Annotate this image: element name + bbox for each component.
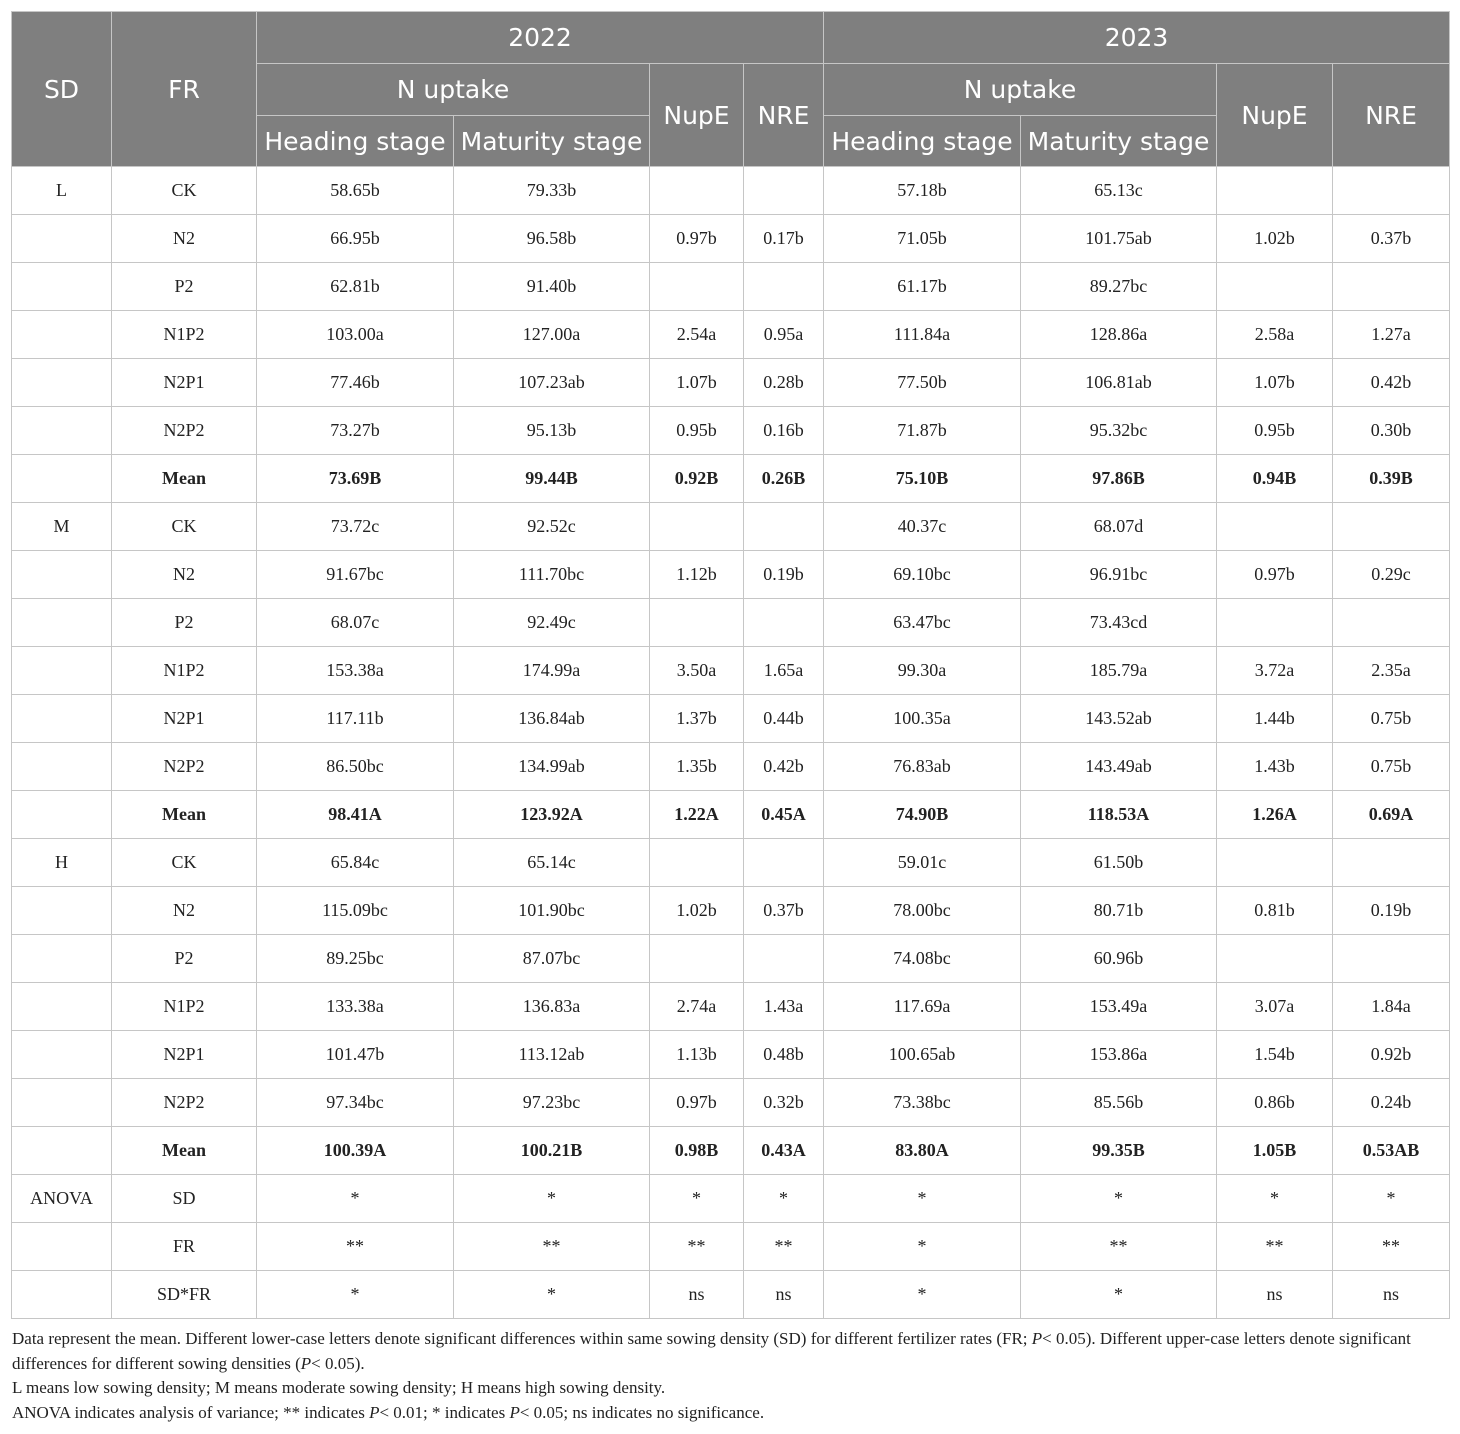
cell-value: 0.92B — [650, 455, 744, 503]
cell-value: 1.27a — [1333, 311, 1450, 359]
cell-value: 97.23bc — [454, 1079, 650, 1127]
cell-value: 0.19b — [744, 551, 824, 599]
cell-value: 106.81ab — [1021, 359, 1217, 407]
cell-value: 63.47bc — [824, 599, 1021, 647]
cell-sd: H — [12, 839, 112, 887]
cell-value: 71.87b — [824, 407, 1021, 455]
cell-value: 1.13b — [650, 1031, 744, 1079]
cell-sd: L — [12, 167, 112, 215]
cell-value: ns — [744, 1271, 824, 1319]
header-maturity-stage: Maturity stage — [1021, 116, 1217, 167]
cell-value: 115.09bc — [257, 887, 454, 935]
cell-fr: SD — [112, 1175, 257, 1223]
header-heading-stage: Heading stage — [824, 116, 1021, 167]
cell-fr: N2P1 — [112, 695, 257, 743]
cell-value: 73.27b — [257, 407, 454, 455]
cell-value: 66.95b — [257, 215, 454, 263]
cell-value: 73.69B — [257, 455, 454, 503]
cell-value: 133.38a — [257, 983, 454, 1031]
cell-value: 57.18b — [824, 167, 1021, 215]
cell-value: ** — [744, 1223, 824, 1271]
footnote-density-legend: L means low sowing density; M means moderate sowing density; H means high sowing density. — [12, 1378, 666, 1397]
cell-value: * — [454, 1271, 650, 1319]
table-row — [12, 359, 1450, 407]
table-row — [12, 1175, 1450, 1223]
cell-value — [1333, 935, 1450, 983]
cell-value: ** — [1333, 1223, 1450, 1271]
cell-sd — [12, 695, 112, 743]
cell-value: 0.98B — [650, 1127, 744, 1175]
cell-value: 134.99ab — [454, 743, 650, 791]
cell-value: 136.83a — [454, 983, 650, 1031]
cell-value: * — [454, 1175, 650, 1223]
cell-value: 69.10bc — [824, 551, 1021, 599]
cell-value: 185.79a — [1021, 647, 1217, 695]
cell-value: ** — [1021, 1223, 1217, 1271]
cell-value: 83.80A — [824, 1127, 1021, 1175]
header-year-2022: 2022 — [257, 12, 824, 64]
cell-value: 92.52c — [454, 503, 650, 551]
cell-value: 95.32bc — [1021, 407, 1217, 455]
cell-value: 1.43b — [1217, 743, 1333, 791]
cell-sd — [12, 1031, 112, 1079]
table-row — [12, 791, 1450, 839]
cell-value: 85.56b — [1021, 1079, 1217, 1127]
table-row — [12, 1079, 1450, 1127]
cell-sd — [12, 1223, 112, 1271]
cell-fr: FR — [112, 1223, 257, 1271]
cell-value: 0.92b — [1333, 1031, 1450, 1079]
cell-fr: N2P2 — [112, 407, 257, 455]
cell-value: * — [1217, 1175, 1333, 1223]
cell-value: 136.84ab — [454, 695, 650, 743]
cell-value: 68.07d — [1021, 503, 1217, 551]
cell-value: 2.58a — [1217, 311, 1333, 359]
cell-value — [1333, 503, 1450, 551]
cell-value: * — [824, 1271, 1021, 1319]
header-year-2023: 2023 — [824, 12, 1450, 64]
results-table — [11, 11, 1450, 1319]
cell-value: 0.16b — [744, 407, 824, 455]
cell-value: 1.12b — [650, 551, 744, 599]
cell-value: 1.43a — [744, 983, 824, 1031]
cell-value — [744, 839, 824, 887]
cell-sd — [12, 887, 112, 935]
cell-sd — [12, 263, 112, 311]
cell-sd — [12, 311, 112, 359]
cell-value — [744, 599, 824, 647]
cell-value: 2.74a — [650, 983, 744, 1031]
cell-sd: M — [12, 503, 112, 551]
table-container — [11, 11, 1449, 1319]
header-maturity-stage: Maturity stage — [454, 116, 650, 167]
cell-value: 86.50bc — [257, 743, 454, 791]
cell-value — [1217, 935, 1333, 983]
cell-value: 0.94B — [1217, 455, 1333, 503]
cell-value: 3.72a — [1217, 647, 1333, 695]
cell-value: * — [744, 1175, 824, 1223]
cell-fr: N2 — [112, 551, 257, 599]
cell-value: 101.75ab — [1021, 215, 1217, 263]
cell-value: 0.48b — [744, 1031, 824, 1079]
cell-value: 75.10B — [824, 455, 1021, 503]
cell-fr: Mean — [112, 455, 257, 503]
cell-sd — [12, 455, 112, 503]
cell-value: 111.84a — [824, 311, 1021, 359]
cell-sd — [12, 215, 112, 263]
cell-value: 78.00bc — [824, 887, 1021, 935]
cell-value: 1.02b — [1217, 215, 1333, 263]
cell-value: 153.49a — [1021, 983, 1217, 1031]
cell-fr: N2P1 — [112, 359, 257, 407]
cell-value: 97.34bc — [257, 1079, 454, 1127]
table-row — [12, 983, 1450, 1031]
cell-value: * — [1333, 1175, 1450, 1223]
cell-value: * — [824, 1223, 1021, 1271]
cell-fr: CK — [112, 503, 257, 551]
cell-value: 61.17b — [824, 263, 1021, 311]
cell-value: 0.69A — [1333, 791, 1450, 839]
cell-sd — [12, 407, 112, 455]
cell-value: 0.97b — [1217, 551, 1333, 599]
cell-value: 1.26A — [1217, 791, 1333, 839]
cell-value: 1.44b — [1217, 695, 1333, 743]
cell-value: 101.47b — [257, 1031, 454, 1079]
cell-value: 99.44B — [454, 455, 650, 503]
cell-value: 74.08bc — [824, 935, 1021, 983]
cell-value — [1333, 839, 1450, 887]
cell-value: 92.49c — [454, 599, 650, 647]
table-row — [12, 263, 1450, 311]
cell-value — [650, 935, 744, 983]
cell-fr: P2 — [112, 935, 257, 983]
cell-value: 1.02b — [650, 887, 744, 935]
table-row — [12, 1127, 1450, 1175]
cell-value — [650, 503, 744, 551]
table-row — [12, 935, 1450, 983]
footnote-significance: Data represent the mean. Different lower-case letters denote significant differences within same sowing density (SD) for different fertilizer rates (FR; P< 0.05). Different upper-case letters denote significant differences for different sowing densities (P< 0.05). — [12, 1329, 1411, 1373]
cell-value: 0.24b — [1333, 1079, 1450, 1127]
cell-fr: N2P1 — [112, 1031, 257, 1079]
table-row — [12, 887, 1450, 935]
cell-value: 0.95a — [744, 311, 824, 359]
cell-value: 0.81b — [1217, 887, 1333, 935]
cell-value: 91.40b — [454, 263, 650, 311]
cell-value: 0.75b — [1333, 695, 1450, 743]
table-row — [12, 1271, 1450, 1319]
table-footnotes — [12, 1327, 1452, 1425]
table-row — [12, 551, 1450, 599]
cell-value: 65.13c — [1021, 167, 1217, 215]
cell-value: 1.37b — [650, 695, 744, 743]
cell-fr: N1P2 — [112, 647, 257, 695]
header-nupe: NupE — [650, 64, 744, 167]
cell-value: 1.22A — [650, 791, 744, 839]
cell-value: 0.44b — [744, 695, 824, 743]
cell-value: 123.92A — [454, 791, 650, 839]
table-row — [12, 311, 1450, 359]
cell-value — [1217, 503, 1333, 551]
cell-sd — [12, 791, 112, 839]
cell-value: 0.75b — [1333, 743, 1450, 791]
cell-value: 117.11b — [257, 695, 454, 743]
cell-value — [744, 503, 824, 551]
cell-sd — [12, 599, 112, 647]
cell-value: 0.53AB — [1333, 1127, 1450, 1175]
cell-fr: Mean — [112, 791, 257, 839]
cell-value: ** — [1217, 1223, 1333, 1271]
header-n-uptake: N uptake — [824, 64, 1217, 116]
header-nre: NRE — [1333, 64, 1450, 167]
cell-value: 65.14c — [454, 839, 650, 887]
cell-value — [1217, 167, 1333, 215]
cell-fr: P2 — [112, 599, 257, 647]
table-row — [12, 743, 1450, 791]
cell-value: 65.84c — [257, 839, 454, 887]
cell-value: 59.01c — [824, 839, 1021, 887]
cell-value: 103.00a — [257, 311, 454, 359]
header-fr: FR — [112, 12, 257, 167]
cell-fr: N2 — [112, 215, 257, 263]
cell-value: 1.65a — [744, 647, 824, 695]
cell-value: 96.58b — [454, 215, 650, 263]
cell-value: 2.35a — [1333, 647, 1450, 695]
cell-value — [650, 167, 744, 215]
cell-value: 73.38bc — [824, 1079, 1021, 1127]
cell-sd — [12, 1079, 112, 1127]
cell-value: 73.72c — [257, 503, 454, 551]
cell-value: 0.39B — [1333, 455, 1450, 503]
cell-value: 79.33b — [454, 167, 650, 215]
cell-fr: SD*FR — [112, 1271, 257, 1319]
cell-value — [1217, 839, 1333, 887]
cell-sd — [12, 935, 112, 983]
cell-value: 2.54a — [650, 311, 744, 359]
cell-value: 153.86a — [1021, 1031, 1217, 1079]
cell-value: 1.54b — [1217, 1031, 1333, 1079]
cell-value: 0.32b — [744, 1079, 824, 1127]
cell-value: 0.19b — [1333, 887, 1450, 935]
cell-value: * — [650, 1175, 744, 1223]
cell-value: 1.07b — [650, 359, 744, 407]
table-body — [12, 167, 1450, 1319]
cell-value: 40.37c — [824, 503, 1021, 551]
cell-value: 91.67bc — [257, 551, 454, 599]
cell-value: 98.41A — [257, 791, 454, 839]
cell-value: 113.12ab — [454, 1031, 650, 1079]
cell-value: 0.43A — [744, 1127, 824, 1175]
header-n-uptake: N uptake — [257, 64, 650, 116]
cell-fr: N2P2 — [112, 743, 257, 791]
cell-value: 71.05b — [824, 215, 1021, 263]
cell-value: 73.43cd — [1021, 599, 1217, 647]
cell-value: * — [1021, 1175, 1217, 1223]
cell-sd — [12, 983, 112, 1031]
cell-value — [1333, 263, 1450, 311]
cell-value — [650, 263, 744, 311]
cell-fr: CK — [112, 167, 257, 215]
cell-value: 128.86a — [1021, 311, 1217, 359]
cell-value — [650, 599, 744, 647]
cell-sd — [12, 647, 112, 695]
cell-value: 62.81b — [257, 263, 454, 311]
cell-value: 101.90bc — [454, 887, 650, 935]
header-sd: SD — [12, 12, 112, 167]
cell-fr: N1P2 — [112, 311, 257, 359]
cell-value: 89.25bc — [257, 935, 454, 983]
cell-value: 100.35a — [824, 695, 1021, 743]
cell-sd: ANOVA — [12, 1175, 112, 1223]
table-row — [12, 839, 1450, 887]
cell-value: 0.37b — [1333, 215, 1450, 263]
cell-value: 0.29c — [1333, 551, 1450, 599]
table-row — [12, 215, 1450, 263]
cell-value — [744, 167, 824, 215]
cell-value: 3.50a — [650, 647, 744, 695]
cell-value — [1333, 599, 1450, 647]
cell-value: 100.65ab — [824, 1031, 1021, 1079]
header-nupe: NupE — [1217, 64, 1333, 167]
table-row — [12, 167, 1450, 215]
cell-value: ** — [650, 1223, 744, 1271]
cell-value: 0.97b — [650, 215, 744, 263]
cell-value: 74.90B — [824, 791, 1021, 839]
cell-value: 97.86B — [1021, 455, 1217, 503]
cell-value: 77.46b — [257, 359, 454, 407]
cell-value: 0.95b — [650, 407, 744, 455]
cell-sd — [12, 743, 112, 791]
table-row — [12, 1223, 1450, 1271]
cell-value: 99.35B — [1021, 1127, 1217, 1175]
header-heading-stage: Heading stage — [257, 116, 454, 167]
cell-value: 1.05B — [1217, 1127, 1333, 1175]
cell-value: ns — [1333, 1271, 1450, 1319]
cell-value: * — [257, 1175, 454, 1223]
cell-value: 143.49ab — [1021, 743, 1217, 791]
cell-value: 0.95b — [1217, 407, 1333, 455]
cell-value: 0.45A — [744, 791, 824, 839]
cell-value — [1217, 599, 1333, 647]
cell-value: 0.28b — [744, 359, 824, 407]
header-nre: NRE — [744, 64, 824, 167]
cell-value: 0.97b — [650, 1079, 744, 1127]
cell-value — [1333, 167, 1450, 215]
cell-value: 153.38a — [257, 647, 454, 695]
cell-sd — [12, 1127, 112, 1175]
cell-value: 76.83ab — [824, 743, 1021, 791]
cell-value: 68.07c — [257, 599, 454, 647]
cell-value — [650, 839, 744, 887]
cell-value: 0.37b — [744, 887, 824, 935]
cell-fr: P2 — [112, 263, 257, 311]
cell-value: 0.26B — [744, 455, 824, 503]
cell-value: 0.42b — [744, 743, 824, 791]
cell-value: * — [824, 1175, 1021, 1223]
cell-value: 0.30b — [1333, 407, 1450, 455]
cell-value: 143.52ab — [1021, 695, 1217, 743]
cell-value: ** — [257, 1223, 454, 1271]
cell-value: 95.13b — [454, 407, 650, 455]
cell-fr: Mean — [112, 1127, 257, 1175]
cell-value: 61.50b — [1021, 839, 1217, 887]
cell-value: ** — [454, 1223, 650, 1271]
footnote-anova: ANOVA indicates analysis of variance; ** indicates P< 0.01; * indicates P< 0.05; ns indicates no significance. — [12, 1402, 765, 1422]
cell-value: 1.84a — [1333, 983, 1450, 1031]
cell-value: 118.53A — [1021, 791, 1217, 839]
table-row — [12, 1031, 1450, 1079]
cell-value: 1.35b — [650, 743, 744, 791]
cell-value: 60.96b — [1021, 935, 1217, 983]
cell-value: 80.71b — [1021, 887, 1217, 935]
cell-value: * — [257, 1271, 454, 1319]
cell-value: 77.50b — [824, 359, 1021, 407]
cell-value: * — [1021, 1271, 1217, 1319]
cell-value — [744, 935, 824, 983]
cell-value: 0.17b — [744, 215, 824, 263]
cell-value: 96.91bc — [1021, 551, 1217, 599]
cell-sd — [12, 359, 112, 407]
cell-value: 127.00a — [454, 311, 650, 359]
cell-value — [744, 263, 824, 311]
cell-value: 100.39A — [257, 1127, 454, 1175]
cell-value: 3.07a — [1217, 983, 1333, 1031]
table-row — [12, 407, 1450, 455]
cell-fr: CK — [112, 839, 257, 887]
cell-fr: N2 — [112, 887, 257, 935]
cell-value: ns — [1217, 1271, 1333, 1319]
cell-value — [1217, 263, 1333, 311]
cell-value: 1.07b — [1217, 359, 1333, 407]
cell-fr: N2P2 — [112, 1079, 257, 1127]
cell-value: 0.86b — [1217, 1079, 1333, 1127]
cell-value: 87.07bc — [454, 935, 650, 983]
cell-sd — [12, 551, 112, 599]
cell-value: 174.99a — [454, 647, 650, 695]
table-header — [12, 12, 1450, 167]
table-row — [12, 455, 1450, 503]
table-row — [12, 599, 1450, 647]
table-row — [12, 647, 1450, 695]
table-row — [12, 695, 1450, 743]
cell-value: 89.27bc — [1021, 263, 1217, 311]
cell-value: 117.69a — [824, 983, 1021, 1031]
cell-value: ns — [650, 1271, 744, 1319]
cell-value: 111.70bc — [454, 551, 650, 599]
cell-sd — [12, 1271, 112, 1319]
cell-value: 58.65b — [257, 167, 454, 215]
cell-value: 100.21B — [454, 1127, 650, 1175]
cell-value: 99.30a — [824, 647, 1021, 695]
cell-value: 0.42b — [1333, 359, 1450, 407]
cell-value: 107.23ab — [454, 359, 650, 407]
cell-fr: N1P2 — [112, 983, 257, 1031]
table-row — [12, 503, 1450, 551]
